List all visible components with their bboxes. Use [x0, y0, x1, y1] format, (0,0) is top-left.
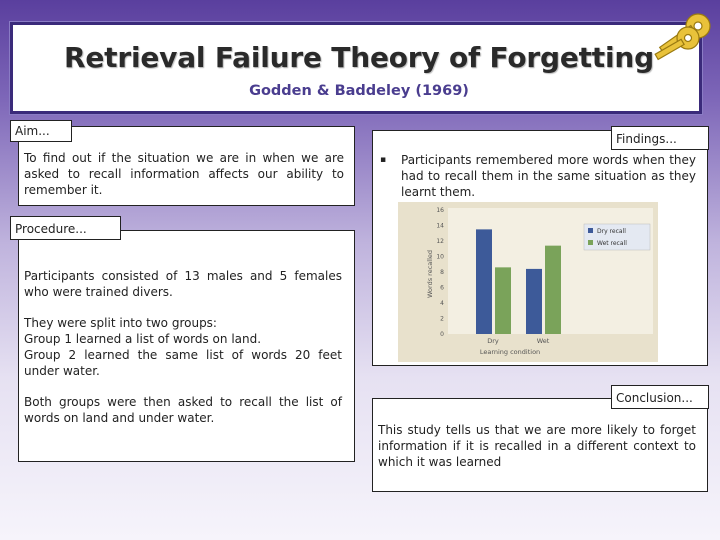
y-tick-label: 10: [436, 253, 444, 261]
y-tick-label: 16: [436, 207, 444, 214]
procedure-paragraph-2-line-1: They were split into two groups:: [24, 316, 217, 330]
keys-icon: [640, 8, 720, 78]
procedure-paragraph-2-line-2: Group 1 learned a list of words on land.: [24, 332, 262, 346]
recall-bar-chart: [398, 202, 658, 362]
y-tick-label: 12: [436, 238, 444, 245]
aim-label: Aim...: [10, 120, 72, 142]
procedure-paragraph-3: Both groups were then asked to recall the list of words on land and under water.: [24, 395, 342, 425]
procedure-paragraph-2-line-3: Group 2 learned the same list of words 20 feet under water.: [24, 348, 342, 378]
y-tick-label: 0: [440, 331, 444, 338]
title-banner: [10, 22, 702, 114]
y-tick-label: 8: [440, 269, 444, 276]
legend-wet: Wet recall: [597, 240, 627, 247]
legend-swatch-dry: [588, 228, 593, 233]
procedure-label: Procedure...: [10, 216, 121, 240]
bar-dry-wet-recall: [495, 267, 511, 334]
findings-bullet: ▪: [380, 155, 387, 165]
page-subtitle: Godden & Baddeley (1969): [249, 83, 469, 99]
x-category-label: Dry: [487, 337, 499, 345]
x-category-label: Wet: [536, 337, 550, 345]
bar-wet-dry-recall: [526, 269, 542, 334]
y-tick-label: 6: [440, 284, 444, 292]
page-title: Retrieval Failure Theory of Forgetting: [64, 41, 654, 74]
aim-text: To find out if the situation we are in when we are asked to recall information affects our ability to remember it.: [24, 151, 344, 197]
x-axis-label: Learning condition: [479, 348, 541, 356]
y-axis-label: Words recalled: [426, 250, 434, 298]
y-tick-label: 2: [440, 315, 444, 323]
y-tick-label: 4: [440, 300, 444, 307]
legend-dry: Dry recall: [597, 228, 626, 235]
y-tick-label: 14: [436, 222, 444, 230]
conclusion-label: Conclusion...: [611, 385, 709, 409]
findings-label: Findings...: [611, 126, 709, 150]
findings-text: Participants remembered more words when they had to recall them in the same situation as they learnt them.: [401, 153, 696, 199]
legend-swatch-wet: [588, 240, 593, 245]
chart-legend: [584, 224, 650, 250]
bar-dry-dry-recall: [476, 229, 492, 334]
conclusion-text: This study tells us that we are more likely to forget information if it is recalled in a different context to which it was learned: [378, 423, 696, 469]
procedure-paragraph-1: Participants consisted of 13 males and 5 females who were trained divers.: [24, 269, 342, 299]
bar-wet-wet-recall: [545, 246, 561, 334]
